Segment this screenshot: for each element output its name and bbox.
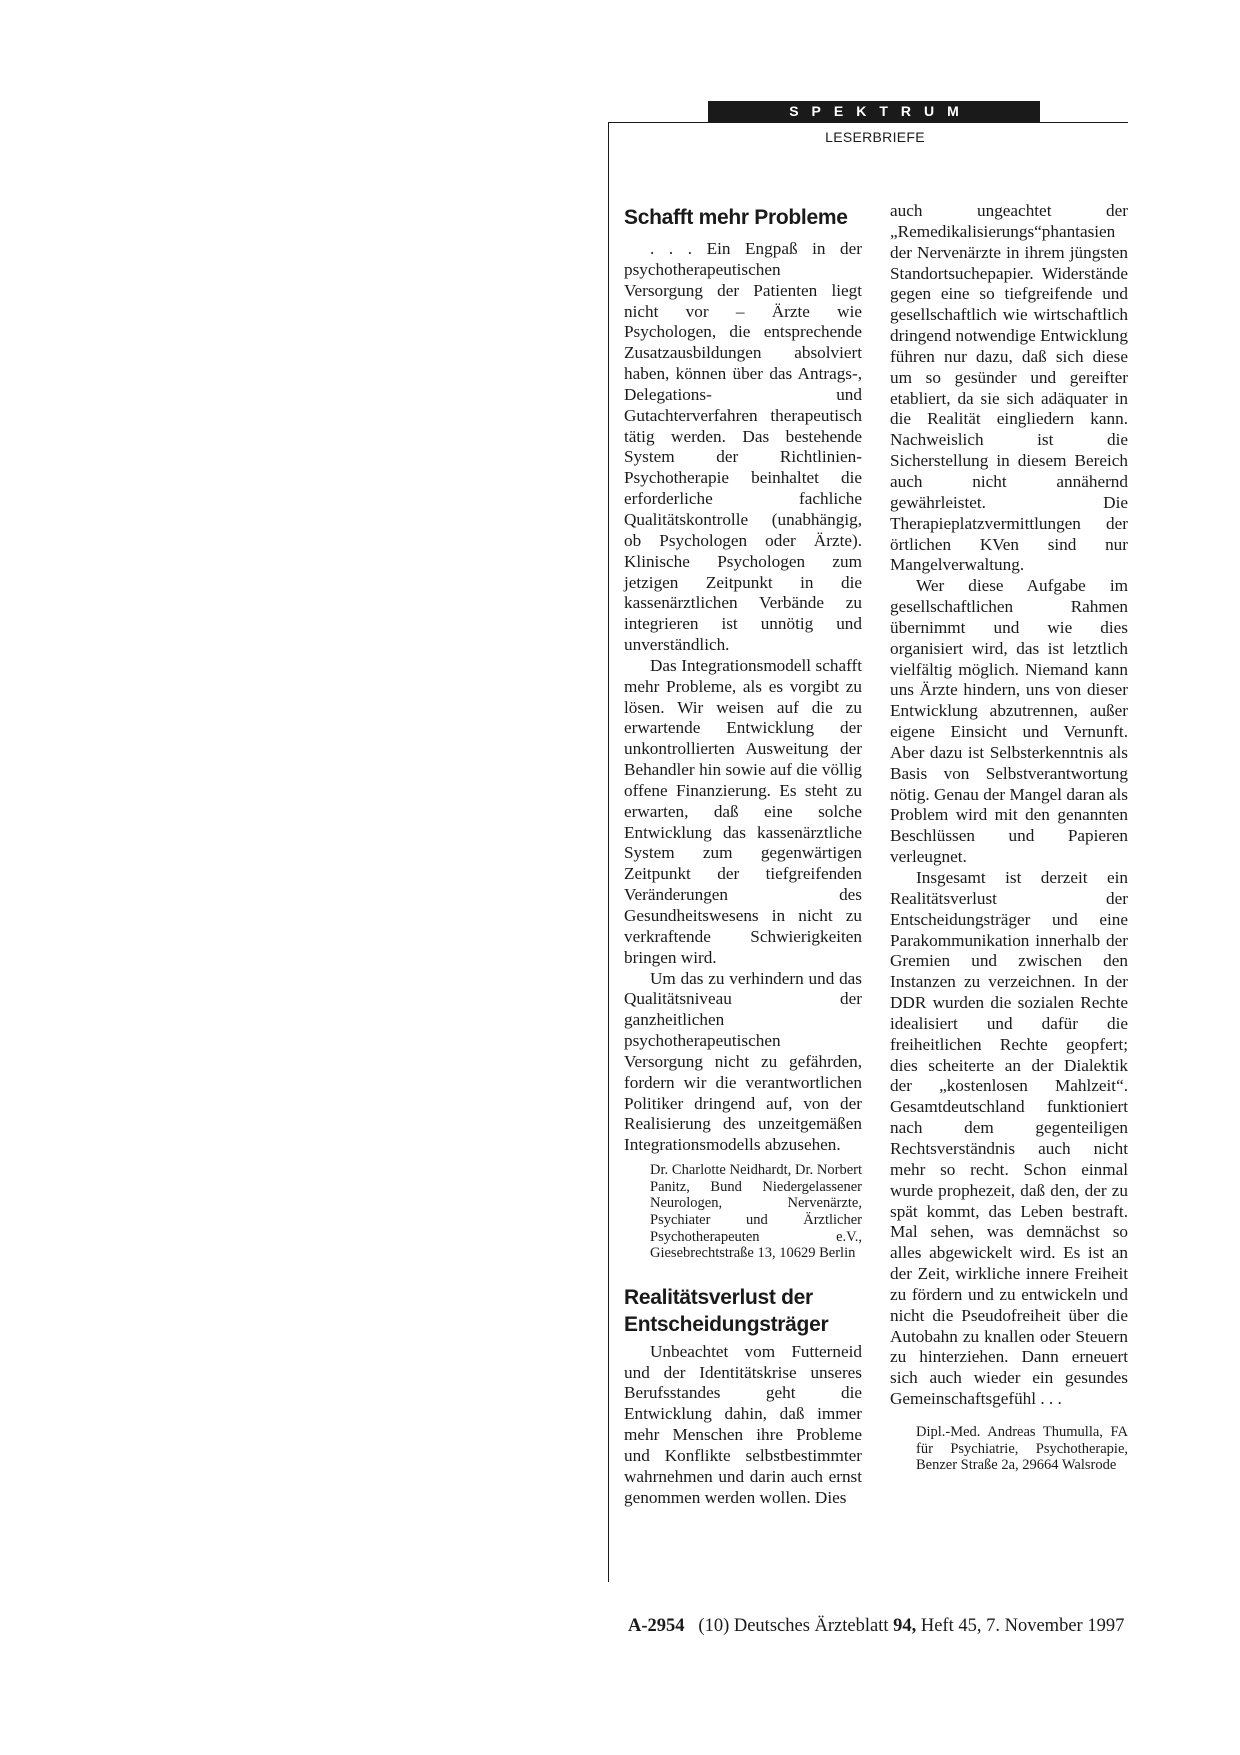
page-number: (10) <box>698 1616 730 1636</box>
letter-1-paragraph: Um das zu verhindern und das Qualitätsniveau der ganzheitlichen psychotherapeutischen Versorgung nicht zu gefährden, fordern wir die verantwortlichen Politiker dringend auf, von der Realisierung des unzeitgemäßen Integrationsmodells abzusehen. <box>624 968 862 1155</box>
letter-1-paragraph: . . . Ein Engpaß in der psychotherapeutischen Versorgung der Patienten liegt nicht vor – Ärzte wie Psychologen, die entsprechende Zusatzausbildungen absolviert haben, können über das Antrags-, Delegations- und Gutachterverfahren therapeutisch tätig werden. Das bestehende System der Richtlinien-Psychotherapie beinhaltet die erforderliche fachliche Qualitätskontrolle (unabhängig, ob Psychologen oder Ärzte). Klinische Psychologen zum jetzigen Zeitpunkt in die kassenärztlichen Verbände zu integrieren ist unnötig und unverständlich. <box>624 239 862 655</box>
subsection-label: LESERBRIEFE <box>825 129 925 145</box>
letter-title-1: Schafft mehr Probleme <box>624 206 848 229</box>
issue-date: Heft 45, 7. November 1997 <box>920 1616 1125 1636</box>
column-left <box>624 204 862 1508</box>
letter-1-paragraph: Das Integrationsmodell schafft mehr Probleme, als es vorgibt zu lösen. Wir weisen auf die zu erwartende Entwicklung der unkontrollierten Ausweitung der Behandler hin sowie auf die völlig offene Finanzierung. Es steht zu erwarten, daß eine solche Entwicklung das kassenärztliche System zum gegenwärtigen Zeitpunkt der tiefgreifenden Veränderungen des Gesundheitswesens in nicht zu verkraftende Schwierigkeiten bringen wird. <box>624 655 862 967</box>
letter-title-2: Realitätsverlust der Entscheidungsträger <box>624 1285 829 1336</box>
letter-2-paragraph: auch ungeachtet der „Remedikalisierungs“phantasien der Nervenärzte in ihrem jüngsten Standortsuchepapier. Widerstände gegen eine so tiefgreifende und gesellschaftlich wie wirtschaftlich dringend notwendige Entwicklung führen nur dazu, daß sich diese um so gesünder und gereifter etabliert, da sie sich adäquater in die Realität eingliedern kann. Nachweislich ist die Sicherstellung in diesem Bereich auch nicht annähernd gewährleistet. Die Therapieplatzvermittlungen der örtlichen KVen sind nur Mangelverwaltung. <box>890 201 1128 575</box>
letter-2-paragraph: Wer diese Aufgabe im gesellschaftlichen Rahmen übernimmt und wie dies organisiert wird, das ist letztlich vielfältig möglich. Niemand kann uns Ärzte hindern, uns von dieser Entwicklung abzutrennen, außer eigene Einsicht und Vernunft. Aber dazu ist Selbsterkenntnis als Basis von Selbstverantwortung nötig. Genau der Mangel daran als Problem wird mit den genannten Beschlüssen und Papieren verleugnet. <box>890 576 1128 867</box>
section-banner: SPEKTRUM <box>708 101 1040 122</box>
letter-1-signature: Dr. Charlotte Neidhardt, Dr. Norbert Panitz, Bund Niedergelassener Neurologen, Nervenärzte, Psychiater und Ärztlicher Psychotherapeuten e.V., Giesebrechtstraße 13, 10629 Berlin <box>650 1162 862 1262</box>
header-divider <box>608 122 1128 123</box>
journal-volume: 94, <box>893 1616 917 1636</box>
letter-2-signature: Dipl.-Med. Andreas Thumulla, FA für Psychiatrie, Psychotherapie, Benzer Straße 2a, 29664 Walsrode <box>916 1423 1128 1474</box>
column-divider <box>608 122 609 1582</box>
letter-2-paragraph: Insgesamt ist derzeit ein Realitätsverlust der Entscheidungsträger und eine Parakommunikation innerhalb der Gremien und zwischen den Instanzen zu verzeichnen. In der DDR wurden die sozialen Rechte idealisiert und dafür die freiheitlichen Rechte geopfert; dies scheiterte an der Dialektik der „kostenlosen Mahlzeit“. Gesamtdeutschland funktioniert nach dem gegenteiligen Rechtsverständnis auch nicht mehr so recht. Schon einmal wurde prophezeit, daß den, der zu spät kommt, das Leben bestraft. Mal sehen, was demnächst so alles abgewickelt wird. Es ist an der Zeit, wirkliche innere Freiheit zu fördern und zu entwickeln und nicht die Pseudofreiheit über die Autobahn zu knallen oder Steuern zu hinterziehen. Dann erneuert sich auch wieder ein gesundes Gemeinschaftsgefühl . . . <box>890 868 1128 1409</box>
page-code: A-2954 <box>628 1616 685 1636</box>
journal-name: Deutsches Ärzteblatt <box>733 1616 889 1636</box>
letter-2-paragraph: Unbeachtet vom Futterneid und der Identitätskrise unseres Berufsstandes geht die Entwicklung dahin, daß immer mehr Menschen ihre Probleme und Konflikte selbstbestimmter wahrnehmen und darin auch ernst genommen werden wollen. Dies <box>624 1341 862 1507</box>
column-right <box>890 201 1128 1474</box>
page-footer <box>628 1615 1168 1637</box>
